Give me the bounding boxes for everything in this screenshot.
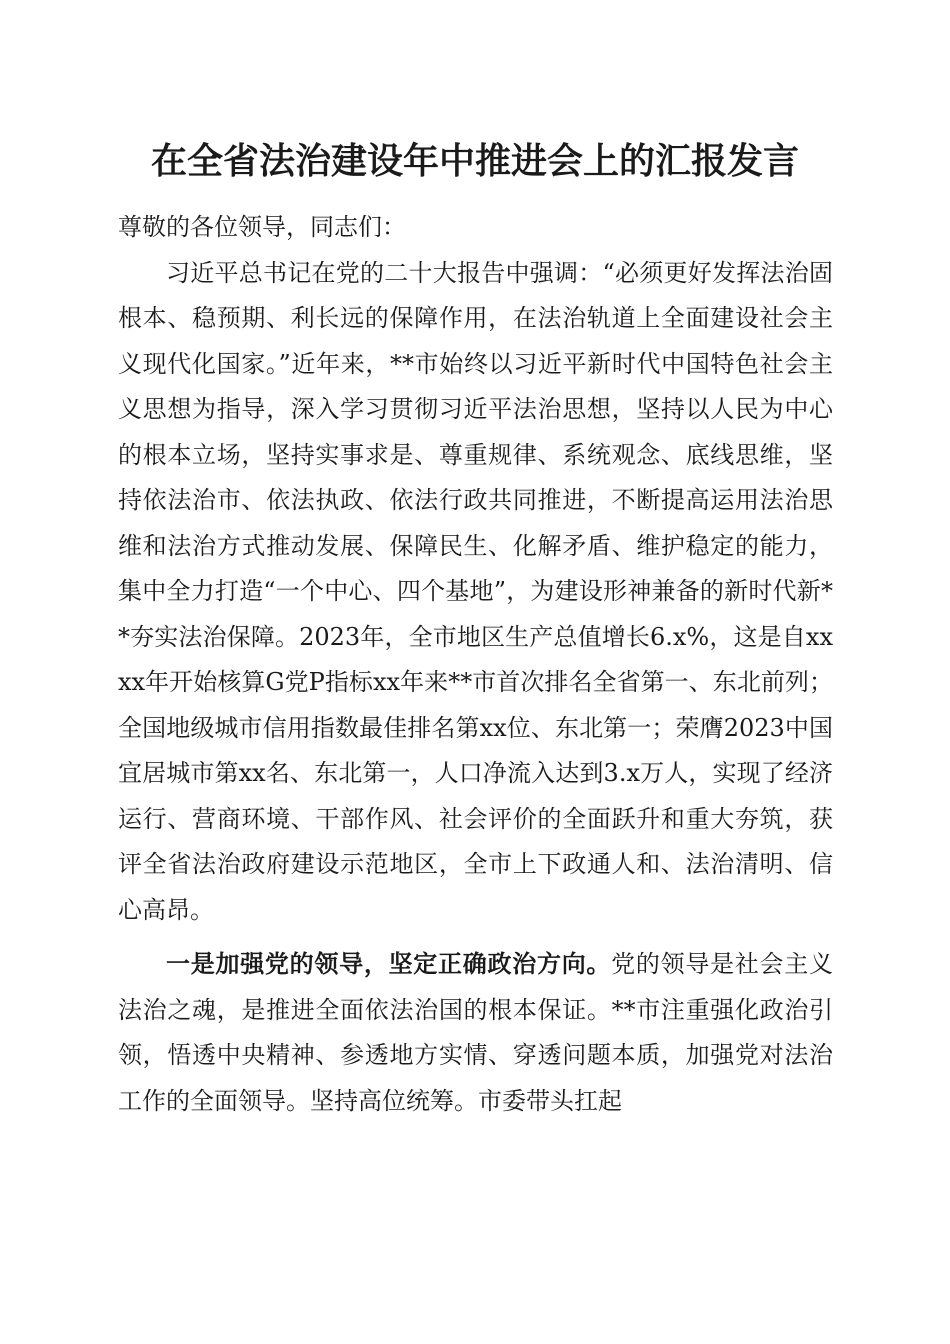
salutation: 尊敬的各位领导，同志们： [118, 213, 406, 241]
paragraph-text: 习近平总书记在党的二十大报告中强调：“必须更好发挥法治固根本、稳预期、利长远的保障作用，在法治轨道上全面建设社会主义现代化国家。”近年来，**市始终以习近平新时代中国特色社会主义思想为指导，深入学习贯彻习近平法治思想，坚持以人民为中心的根本立场，坚持实事求是、尊重规律、系统观念、底线思维，坚持依法治市、依法执政、依法行政共同推进，不断提高运用法治思维和法治方式推动发展、保障民生、化解矛盾、维护稳定的能力，集中全力打造“一个中心、四个基地”，为建设形神兼备的新时代新**夯实法治保障。2023年，全市地区生产总值增长6.x%，这是自xxxx年开始核算G党P指标xx年来**市首次排名全省第一、东北前列；全国地级城市信用指数最佳排名第xx位、东北第一；荣膺2023中国宜居城市第xx名、东北第一，人口净流入达到3.x万人，实现了经济运行、营商环境、干部作风、社会评价的全面跃升和重大夯筑，获评全省法治政府建设示范地区，全市上下政通人和、法治清明、信心高昂。 [118, 258, 833, 924]
paragraph-text: 党的领导是社会主义法治之魂，是推进全面依法治国的根本保证。**市注重强化政治引领，悟透中央精神、参透地方实情、穿透问题本质，加强党对法治工作的全面领导。坚持高位统筹。市委带头扛起 [118, 950, 834, 1115]
document-body [118, 205, 833, 1124]
paragraph-intro [118, 251, 833, 934]
paragraph-lead: 一是加强党的领导，坚定正确政治方向。 [166, 949, 612, 978]
document-title: 在全省法治建设年中推进会上的汇报发言 [150, 140, 799, 182]
paragraph-point-one [118, 941, 833, 1124]
